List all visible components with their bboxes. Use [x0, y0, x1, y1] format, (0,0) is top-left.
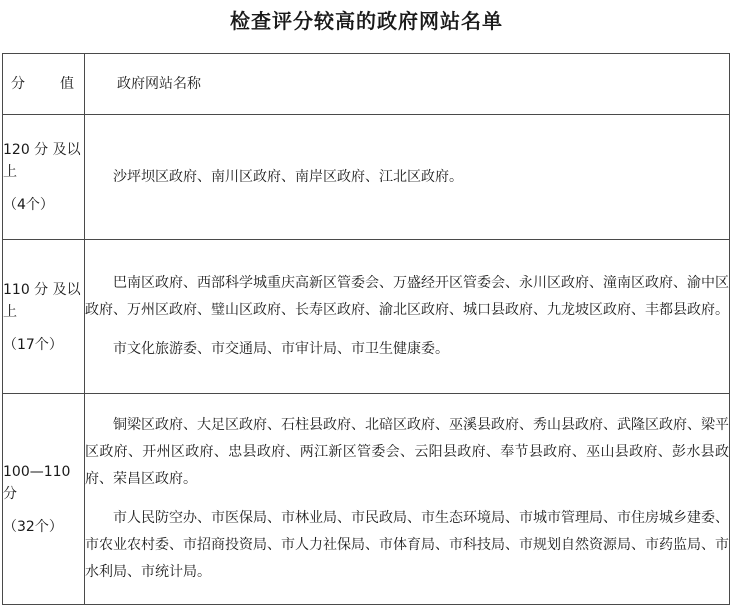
- document-title: 检查评分较高的政府网站名单: [230, 9, 503, 33]
- site-count: （17个）: [3, 336, 63, 353]
- score-range: 100—110分: [3, 464, 71, 502]
- score-cell: [3, 115, 85, 240]
- name-header-label: 政府网站名称: [117, 76, 201, 92]
- site-count: （4个）: [3, 197, 54, 213]
- names-paragraph: 铜梁区政府、大足区政府、石柱县政府、北碚区政府、巫溪县政府、秀山县政府、武隆区政府、梁平区政府、开州区政府、忠县政府、两江新区管委会、云阳县政府、奉节县政府、巫山县政府、彭水县政府、荣昌区政府。: [85, 417, 729, 487]
- score-header-char-2: 值: [60, 76, 74, 92]
- score-cell: [3, 394, 85, 605]
- site-count: （32个）: [3, 519, 63, 535]
- names-paragraph: 沙坪坝区政府、南川区政府、南岸区政府、江北区政府。: [113, 168, 463, 185]
- names-paragraph: 巴南区政府、西部科学城重庆高新区管委会、万盛经开区管委会、永川区政府、潼南区政府、渝中区政府、万州区政府、璧山区政府、长寿区政府、渝北区政府、城口县政府、九龙坡区政府、丰都县政府。: [85, 275, 729, 318]
- names-cell: [85, 240, 730, 394]
- names-cell: [85, 115, 730, 240]
- names-cell: [85, 394, 730, 605]
- table-row: [3, 115, 730, 240]
- table-header-row: [3, 54, 730, 115]
- score-header-char-1: 分: [11, 76, 25, 92]
- score-cell: [3, 240, 85, 394]
- score-range: 110 分 及以上: [3, 281, 81, 320]
- score-column-header: [3, 54, 85, 115]
- name-column-header: [85, 54, 730, 115]
- names-paragraph: 市文化旅游委、市交通局、市审计局、市卫生健康委。: [113, 341, 449, 357]
- names-paragraph: 市人民防空办、市医保局、市林业局、市民政局、市生态环境局、市城市管理局、市住房城乡建委、市农业农村委、市招商投资局、市人力社保局、市体育局、市科技局、市规划自然资源局、市药监局、市水利局、市统计局。: [85, 510, 729, 580]
- table-row: [3, 240, 730, 394]
- website-score-table: [2, 53, 730, 605]
- table-row: [3, 394, 730, 605]
- score-range: 120 分 及以上: [3, 142, 81, 180]
